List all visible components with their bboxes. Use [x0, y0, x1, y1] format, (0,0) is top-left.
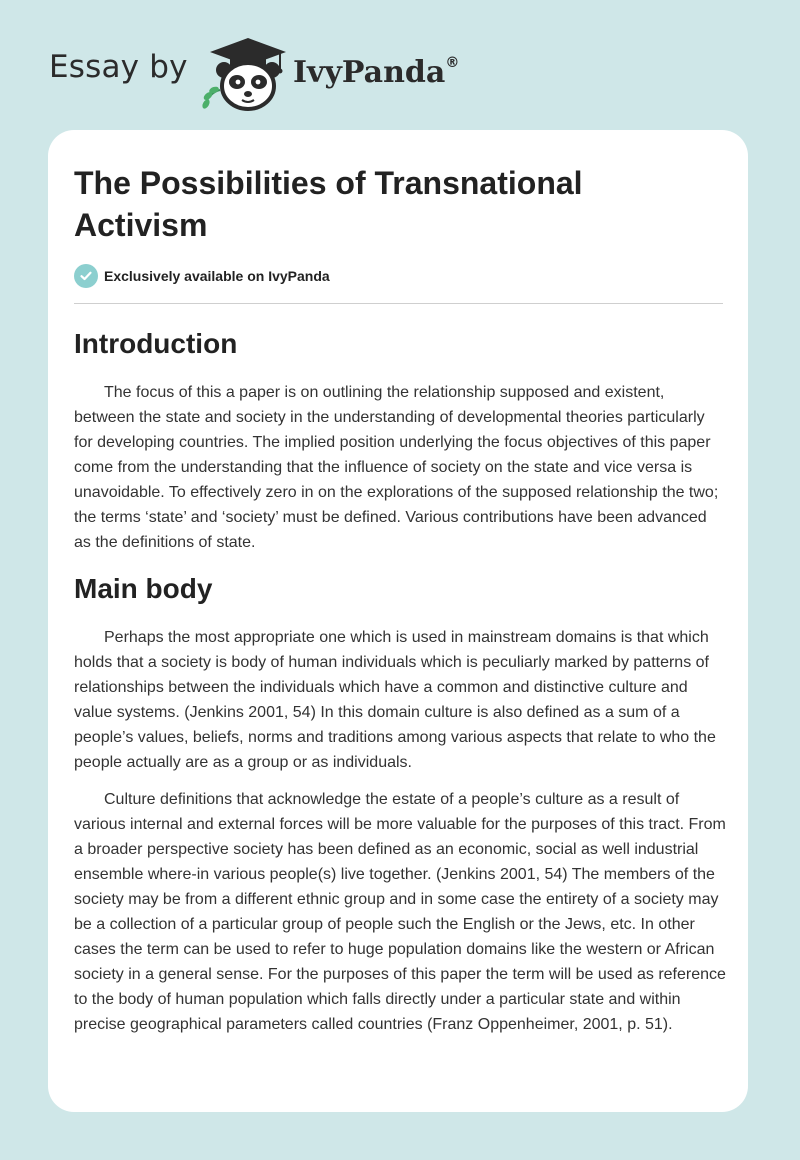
divider — [74, 303, 723, 304]
essay-card — [48, 130, 748, 1112]
exclusive-badge — [74, 264, 330, 288]
section-introduction — [74, 324, 726, 555]
badge-text: Exclusively available on IvyPanda — [104, 268, 330, 284]
brand-prefix: Essay by — [49, 49, 188, 85]
section-main-body — [74, 569, 726, 1037]
registered-mark: ® — [445, 55, 460, 71]
paragraph: Perhaps the most appropriate one which is used in mainstream domains is that which holds that a society is body of human individuals which is peculiarly marked by patterns of relationships between the individuals which have a common and distinctive culture and value systems. (Jenkins 2001, 54) In this domain culture is also defined as a sum of a people’s values, beliefs, norms and traditions among various aspects that relate to who the people actually are as a group or as individuals. — [74, 629, 716, 771]
section-heading: Introduction — [74, 328, 238, 359]
paragraph: Culture definitions that acknowledge the estate of a people’s culture as a result of various internal and external forces will be more valuable for the purposes of this tract. From a broader perspective society has been defined as an economic, social as well industrial ensemble where-in various people(s) live together. (Jenkins 2001, 54) The members of the society may be from a different ethnic group and in some case the entirety of a society may be a collection of a particular group of people such the English or the Jews, etc. In other cases the term can be used to refer to huge population domains like the western or African society in a general sense. For the purposes of this paper the term will be used as reference to the body of human population which falls directly under a particular state and within precise geographical parameters called countries (Franz Oppenheimer, 2001, p. 51). — [74, 791, 726, 1033]
panda-graduate-icon[interactable] — [200, 36, 290, 112]
section-heading: Main body — [74, 573, 213, 604]
essay-body — [74, 320, 726, 1049]
paragraph: The focus of this a paper is on outlining the relationship supposed and existent, between the state and society in the understanding of developmental theories particularly for developing countries. The implied position underlying the focus objectives of this paper come from the understanding that the influence of society on the state and vice versa is unavoidable. To effectively zero in on the explorations of the supposed relationship the two; the terms ‘state’ and ‘society’ must be defined. Various contributions have been advanced as the definitions of state. — [74, 384, 719, 551]
essay-title: The Possibilities of Transnational Activism — [74, 165, 583, 243]
check-circle-icon — [74, 264, 98, 288]
brand-name[interactable] — [293, 55, 459, 90]
brand-name-text: IvyPanda — [293, 55, 446, 90]
site-header — [0, 0, 800, 130]
